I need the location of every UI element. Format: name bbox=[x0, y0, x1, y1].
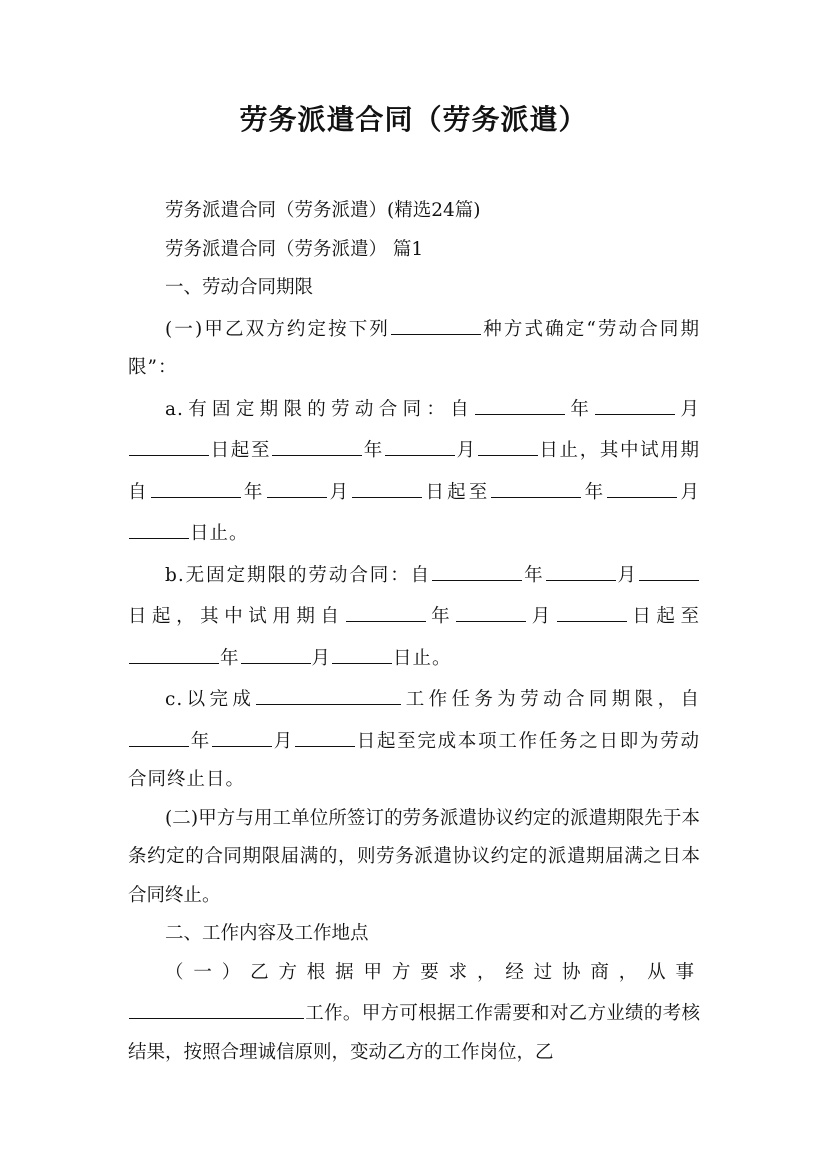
paragraph-dispatch-term: (二)甲方与用工单位所签订的劳务派遣协议约定的派遣期限先于本条约定的合同期限届满的，则劳务派遣协议约定的派遣期届满之日本合同终止。 bbox=[128, 807, 700, 906]
fill-blank[interactable] bbox=[595, 388, 675, 415]
paragraph-work-content: （一）乙方根据甲方要求，经过协商，从事工作。甲方可根据工作需要和对乙方业绩的考核结果，按照合理诚信原则，变动乙方的工作岗位，乙 bbox=[128, 961, 700, 1063]
subtitle-line: 劳务派遣合同（劳务派遣）(精选24篇) bbox=[165, 200, 481, 221]
fill-blank[interactable] bbox=[151, 471, 241, 498]
fill-blank[interactable] bbox=[385, 429, 455, 456]
section-heading: 劳务派遣合同（劳务派遣） 篇1 bbox=[165, 238, 424, 260]
fill-blank[interactable] bbox=[352, 471, 422, 498]
fill-blank[interactable] bbox=[546, 554, 616, 581]
document-body bbox=[128, 192, 700, 1072]
fill-blank[interactable] bbox=[391, 308, 481, 335]
fill-blank[interactable] bbox=[295, 720, 355, 747]
fill-blank[interactable] bbox=[607, 471, 677, 498]
fill-blank[interactable] bbox=[129, 429, 209, 456]
paragraph-option-c: c.以完成 工作任务为劳动合同期限，自年 月 日起至完成本项工作任务之日即为劳动合同终止日。 bbox=[128, 678, 700, 800]
fill-blank[interactable] bbox=[129, 720, 189, 747]
heading-work-content: 二、工作内容及工作地点 bbox=[165, 923, 369, 944]
fill-blank[interactable] bbox=[432, 554, 522, 581]
fill-blank[interactable] bbox=[475, 388, 565, 415]
document-title: 劳务派遣合同（劳务派遣） bbox=[239, 103, 588, 136]
fill-blank[interactable] bbox=[557, 595, 627, 622]
fill-blank[interactable] bbox=[346, 595, 426, 622]
fill-blank[interactable] bbox=[129, 512, 189, 539]
fill-blank[interactable] bbox=[129, 637, 219, 664]
fill-blank[interactable] bbox=[456, 595, 526, 622]
fill-blank[interactable] bbox=[129, 992, 304, 1019]
fill-blank[interactable] bbox=[272, 429, 362, 456]
fill-blank[interactable] bbox=[332, 637, 392, 664]
fill-blank[interactable] bbox=[491, 471, 581, 498]
fill-blank[interactable] bbox=[478, 429, 538, 456]
paragraph-option-a: a.有固定期限的劳动合同：自 年 月日起至 年 月 日止，其中试用期自 年 月 日起至 年 月日止。 bbox=[128, 388, 700, 554]
fill-blank[interactable] bbox=[212, 720, 272, 747]
fill-blank[interactable] bbox=[256, 678, 401, 705]
heading-contract-term: 一、劳动合同期限 bbox=[165, 277, 314, 298]
fill-blank[interactable] bbox=[241, 637, 311, 664]
paragraph-option-b: b.无固定期限的劳动合同：自 年 月日起，其中试用期自 年 月 日起至年 月 日止。 bbox=[128, 554, 700, 679]
fill-blank[interactable] bbox=[639, 554, 699, 581]
fill-blank[interactable] bbox=[267, 471, 327, 498]
paragraph-term-method: (一)甲乙双方约定按下列 种方式确定“劳动合同期限”： bbox=[128, 308, 700, 388]
